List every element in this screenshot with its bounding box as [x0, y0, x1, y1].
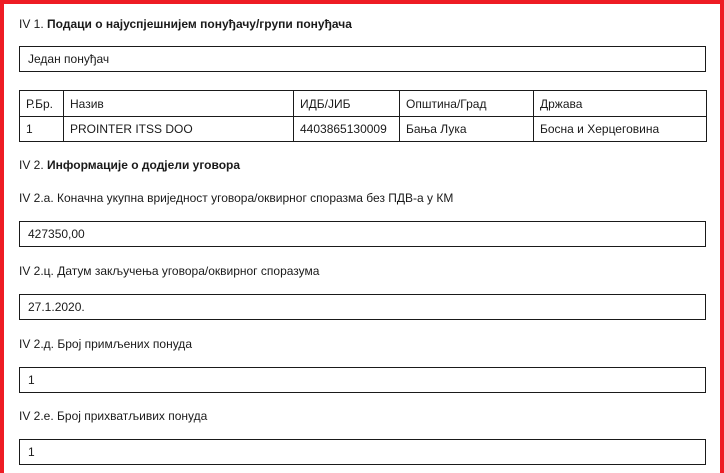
contract-value-label: IV 2.а. Коначна укупна вриједност уговора/оквирног споразма без ПДВ-а у КМ: [19, 191, 454, 205]
section-iv2-heading: [19, 158, 240, 172]
section-iv2-prefix: IV 2.: [19, 158, 44, 172]
contract-date-label: IV 2.ц. Датум закључења уговора/оквирног споразума: [19, 264, 320, 278]
cell-name: PROINTER ITSS DOO: [64, 117, 294, 142]
bidder-type-field: Један понуђач: [19, 46, 706, 72]
received-offers-field: 1: [19, 367, 706, 393]
cell-country: Босна и Херцеговина: [534, 117, 707, 142]
column-header-country: Држава: [534, 91, 707, 117]
cell-number: 1: [20, 117, 64, 142]
column-header-id: ИДБ/ЈИБ: [294, 91, 400, 117]
section-iv1-title: Подаци о најуспјешнијем понуђачу/групи понуђача: [47, 17, 352, 31]
column-header-name: Назив: [64, 91, 294, 117]
table-row: [20, 117, 707, 142]
acceptable-offers-field: 1: [19, 439, 706, 465]
column-header-number: Р.Бр.: [20, 91, 64, 117]
section-iv1-prefix: IV 1.: [19, 17, 44, 31]
cell-municipality: Бања Лука: [400, 117, 534, 142]
received-offers-label: IV 2.д. Број примљених понуда: [19, 337, 192, 351]
section-iv1-heading: [19, 17, 352, 31]
cell-id: 4403865130009: [294, 117, 400, 142]
acceptable-offers-label: IV 2.е. Број прихватљивих понуда: [19, 409, 208, 423]
contract-value-field: 427350,00: [19, 221, 706, 247]
winning-bidder-table: [19, 90, 707, 142]
column-header-municipality: Општина/Град: [400, 91, 534, 117]
contract-date-field: 27.1.2020.: [19, 294, 706, 320]
table-header-row: [20, 91, 707, 117]
section-iv2-title: Информације о додјели уговора: [47, 158, 241, 172]
